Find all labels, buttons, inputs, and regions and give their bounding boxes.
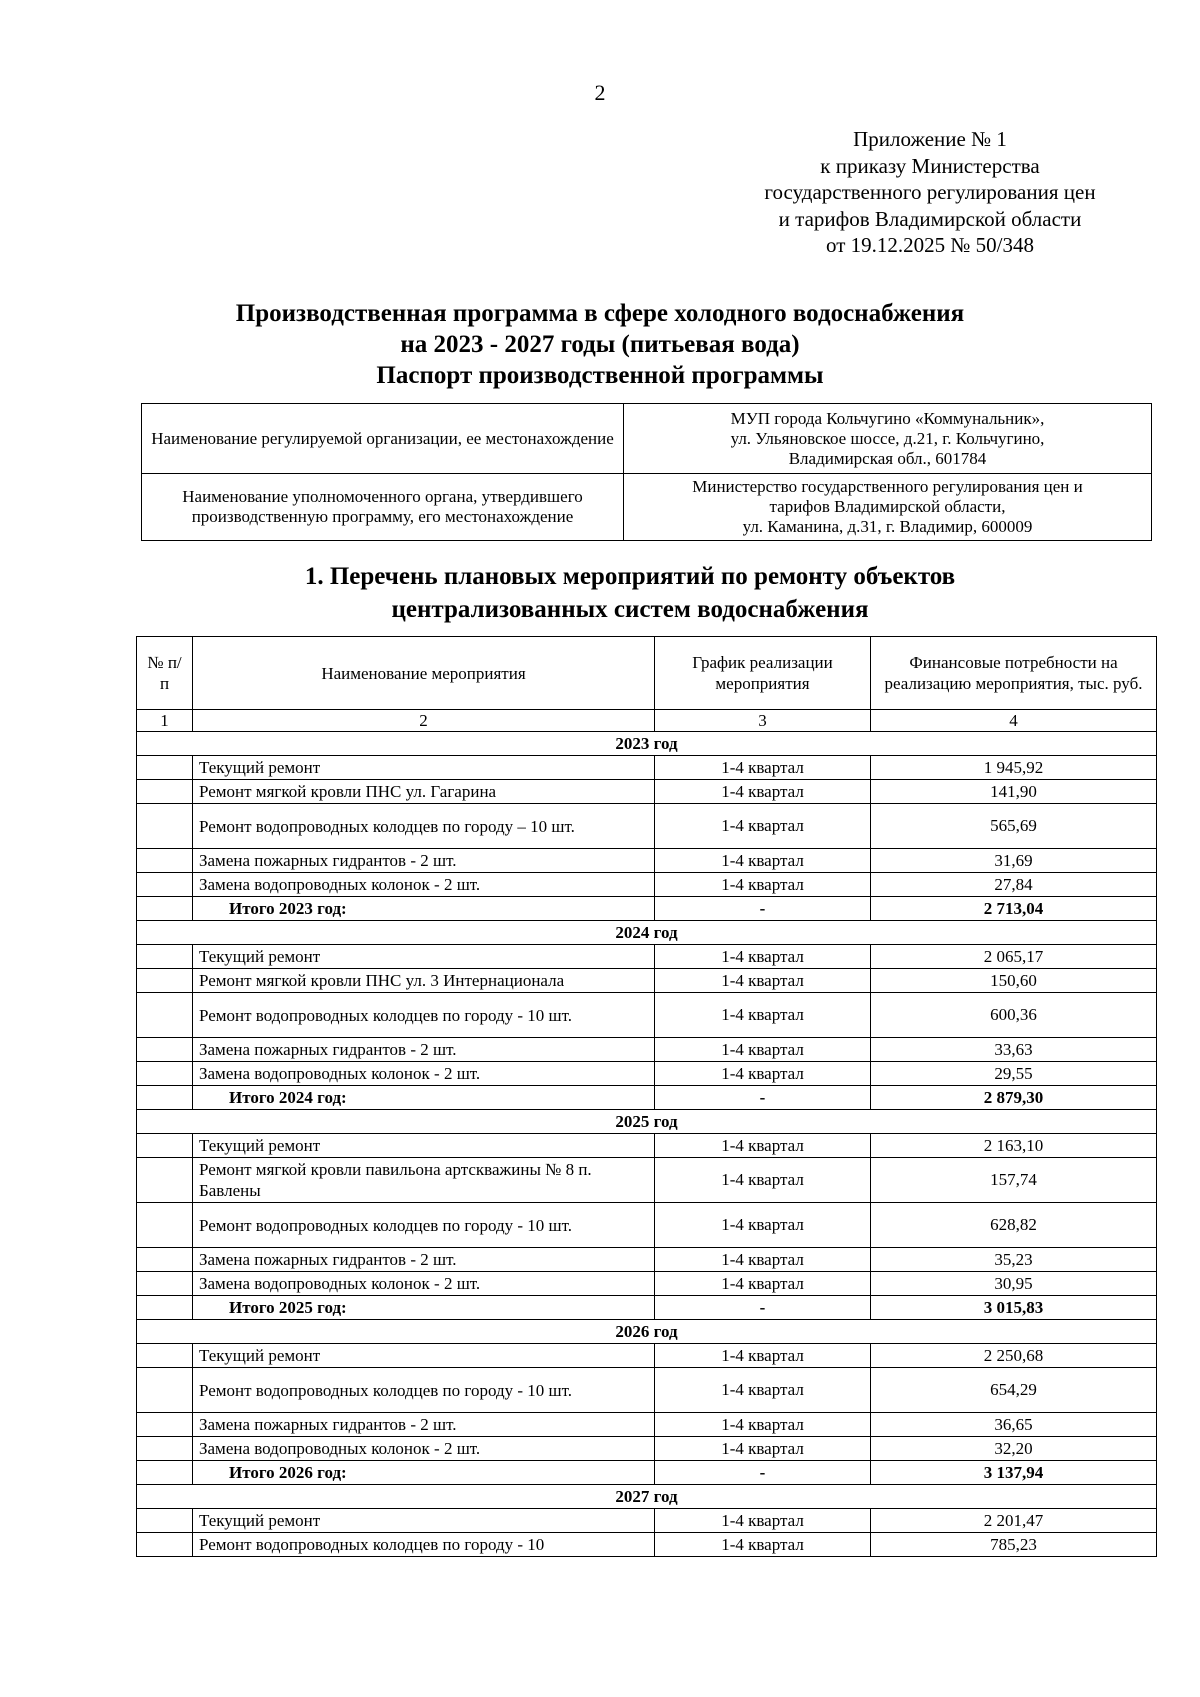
row-value: 27,84 <box>871 873 1157 897</box>
passport-value-line: МУП города Кольчугино «Коммунальник», <box>730 408 1045 428</box>
table-row <box>137 756 1157 780</box>
row-num <box>137 1509 193 1533</box>
row-value: 32,20 <box>871 1437 1157 1461</box>
section-title-line: 1. Перечень плановых мероприятий по ремонту объектов <box>304 563 956 590</box>
row-schedule: 1-4 квартал <box>655 1533 871 1557</box>
year-header-row <box>137 1320 1157 1344</box>
passport-value-line: ул. Ульяновское шоссе, д.21, г. Кольчугино, <box>730 428 1045 448</box>
passport-value <box>624 404 1152 474</box>
passport-row-organization <box>142 404 1152 474</box>
row-name: Текущий ремонт <box>193 1134 655 1158</box>
table-row <box>137 1368 1157 1413</box>
row-name: Текущий ремонт <box>193 756 655 780</box>
row-value: 565,69 <box>871 804 1157 849</box>
table-row <box>137 969 1157 993</box>
passport-row-authority <box>142 474 1152 541</box>
column-index: 1 <box>137 710 193 732</box>
header-schedule: График реализации мероприятия <box>655 637 871 710</box>
annex-block <box>730 126 1130 259</box>
year-label: 2027 год <box>137 1485 1157 1509</box>
row-schedule: 1-4 квартал <box>655 873 871 897</box>
title-line-1: Производственная программа в сфере холодного водоснабжения <box>235 300 965 327</box>
passport-value-line: тарифов Владимирской области, <box>769 497 1006 516</box>
header-num: № п/п <box>137 637 193 710</box>
row-value: 654,29 <box>871 1368 1157 1413</box>
row-name: Ремонт водопроводных колодцев по городу - 10 <box>193 1533 655 1557</box>
row-num <box>137 945 193 969</box>
document-title <box>150 298 1050 391</box>
row-name: Ремонт мягкой кровли ПНС ул. Гагарина <box>193 780 655 804</box>
year-label: 2023 год <box>137 732 1157 756</box>
row-schedule: 1-4 квартал <box>655 849 871 873</box>
year-header-row <box>137 1485 1157 1509</box>
row-num <box>137 897 193 921</box>
row-num <box>137 1413 193 1437</box>
table-row <box>137 873 1157 897</box>
row-num <box>137 849 193 873</box>
year-total-row <box>137 1461 1157 1485</box>
title-line-3: Паспорт производственной программы <box>376 362 824 389</box>
row-num <box>137 1344 193 1368</box>
row-schedule: 1-4 квартал <box>655 1158 871 1203</box>
year-header-row <box>137 921 1157 945</box>
total-schedule: - <box>655 1296 871 1320</box>
section-1-title <box>200 560 1060 626</box>
total-label: Итого 2024 год: <box>193 1086 655 1110</box>
row-schedule: 1-4 квартал <box>655 780 871 804</box>
year-header-row <box>137 1110 1157 1134</box>
total-value: 2 879,30 <box>871 1086 1157 1110</box>
row-value: 33,63 <box>871 1038 1157 1062</box>
row-name: Ремонт мягкой кровли павильона артскважины № 8 п. Бавлены <box>193 1158 655 1203</box>
passport-value-line: ул. Каманина, д.31, г. Владимир, 600009 <box>742 517 1033 536</box>
row-num <box>137 1437 193 1461</box>
table-row <box>137 1134 1157 1158</box>
row-value: 785,23 <box>871 1533 1157 1557</box>
row-num <box>137 873 193 897</box>
row-value: 2 250,68 <box>871 1344 1157 1368</box>
passport-value-line: Министерство государственного регулирования цен и <box>692 477 1083 496</box>
row-value: 31,69 <box>871 849 1157 873</box>
table-row <box>137 993 1157 1038</box>
passport-value-line: Владимирская обл., 601784 <box>788 448 987 468</box>
column-index: 2 <box>193 710 655 732</box>
row-value: 150,60 <box>871 969 1157 993</box>
row-schedule: 1-4 квартал <box>655 1248 871 1272</box>
column-index-row <box>137 710 1157 732</box>
row-value: 141,90 <box>871 780 1157 804</box>
passport-value <box>624 474 1152 541</box>
row-name: Ремонт водопроводных колодцев по городу - 10 шт. <box>193 993 655 1038</box>
row-schedule: 1-4 квартал <box>655 1062 871 1086</box>
row-name: Ремонт водопроводных колодцев по городу - 10 шт. <box>193 1203 655 1248</box>
row-value: 1 945,92 <box>871 756 1157 780</box>
year-label: 2026 год <box>137 1320 1157 1344</box>
row-name: Текущий ремонт <box>193 1344 655 1368</box>
row-num <box>137 1062 193 1086</box>
row-value: 2 065,17 <box>871 945 1157 969</box>
row-value: 30,95 <box>871 1272 1157 1296</box>
total-value: 3 137,94 <box>871 1461 1157 1485</box>
column-index: 4 <box>871 710 1157 732</box>
row-num <box>137 1134 193 1158</box>
row-num <box>137 1296 193 1320</box>
row-schedule: 1-4 квартал <box>655 1437 871 1461</box>
annex-line: государственного регулирования цен <box>764 180 1096 204</box>
row-num <box>137 1461 193 1485</box>
section-title-line: централизованных систем водоснабжения <box>391 596 869 623</box>
row-num <box>137 1272 193 1296</box>
row-num <box>137 1248 193 1272</box>
table-row <box>137 945 1157 969</box>
row-schedule: 1-4 квартал <box>655 1038 871 1062</box>
table-row <box>137 1533 1157 1557</box>
table-row <box>137 1158 1157 1203</box>
passport-label: Наименование регулируемой организации, ее местонахождение <box>142 404 624 474</box>
row-schedule: 1-4 квартал <box>655 756 871 780</box>
row-schedule: 1-4 квартал <box>655 1344 871 1368</box>
table-row <box>137 1062 1157 1086</box>
row-name: Замена пожарных гидрантов - 2 шт. <box>193 849 655 873</box>
row-name: Ремонт мягкой кровли ПНС ул. 3 Интернационала <box>193 969 655 993</box>
row-num <box>137 1158 193 1203</box>
row-num <box>137 1533 193 1557</box>
row-value: 29,55 <box>871 1062 1157 1086</box>
row-name: Замена пожарных гидрантов - 2 шт. <box>193 1248 655 1272</box>
row-value: 157,74 <box>871 1158 1157 1203</box>
total-schedule: - <box>655 1086 871 1110</box>
year-total-row <box>137 1296 1157 1320</box>
row-schedule: 1-4 квартал <box>655 1134 871 1158</box>
year-total-row <box>137 897 1157 921</box>
row-value: 600,36 <box>871 993 1157 1038</box>
row-num <box>137 780 193 804</box>
row-name: Текущий ремонт <box>193 1509 655 1533</box>
row-num <box>137 756 193 780</box>
table-row <box>137 1203 1157 1248</box>
row-value: 35,23 <box>871 1248 1157 1272</box>
row-name: Замена водопроводных колонок - 2 шт. <box>193 873 655 897</box>
row-value: 2 201,47 <box>871 1509 1157 1533</box>
total-label: Итого 2025 год: <box>193 1296 655 1320</box>
table-row <box>137 804 1157 849</box>
table-row <box>137 1248 1157 1272</box>
row-value: 36,65 <box>871 1413 1157 1437</box>
row-num <box>137 969 193 993</box>
row-schedule: 1-4 квартал <box>655 1368 871 1413</box>
row-num <box>137 1368 193 1413</box>
row-name: Замена пожарных гидрантов - 2 шт. <box>193 1038 655 1062</box>
row-name: Замена водопроводных колонок - 2 шт. <box>193 1062 655 1086</box>
row-schedule: 1-4 квартал <box>655 969 871 993</box>
table-row <box>137 1344 1157 1368</box>
row-schedule: 1-4 квартал <box>655 993 871 1038</box>
row-schedule: 1-4 квартал <box>655 1509 871 1533</box>
table-row <box>137 1437 1157 1461</box>
table-row <box>137 1413 1157 1437</box>
table-row <box>137 780 1157 804</box>
total-label: Итого 2023 год: <box>193 897 655 921</box>
year-label: 2025 год <box>137 1110 1157 1134</box>
table-row <box>137 1272 1157 1296</box>
annex-line: от 19.12.2025 № 50/348 <box>825 233 1035 257</box>
row-schedule: 1-4 квартал <box>655 1203 871 1248</box>
header-finance: Финансовые потребности на реализацию мероприятия, тыс. руб. <box>871 637 1157 710</box>
passport-table <box>141 403 1152 541</box>
row-schedule: 1-4 квартал <box>655 804 871 849</box>
year-label: 2024 год <box>137 921 1157 945</box>
row-value: 628,82 <box>871 1203 1157 1248</box>
row-num <box>137 1203 193 1248</box>
row-name: Замена пожарных гидрантов - 2 шт. <box>193 1413 655 1437</box>
total-label: Итого 2026 год: <box>193 1461 655 1485</box>
column-index: 3 <box>655 710 871 732</box>
table-row <box>137 1509 1157 1533</box>
passport-label: Наименование уполномоченного органа, утвердившего производственную программу, его местонахождение <box>142 474 624 541</box>
row-schedule: 1-4 квартал <box>655 945 871 969</box>
total-value: 2 713,04 <box>871 897 1157 921</box>
row-name: Текущий ремонт <box>193 945 655 969</box>
row-schedule: 1-4 квартал <box>655 1272 871 1296</box>
table-row <box>137 849 1157 873</box>
year-total-row <box>137 1086 1157 1110</box>
row-name: Ремонт водопроводных колодцев по городу - 10 шт. <box>193 1368 655 1413</box>
row-value: 2 163,10 <box>871 1134 1157 1158</box>
annex-line: Приложение № 1 <box>853 127 1007 151</box>
works-table <box>136 636 1157 1557</box>
row-num <box>137 1086 193 1110</box>
annex-line: и тарифов Владимирской области <box>778 206 1082 231</box>
table-header-row <box>137 637 1157 710</box>
table-row <box>137 1038 1157 1062</box>
total-schedule: - <box>655 1461 871 1485</box>
page-number: 2 <box>594 80 606 105</box>
year-header-row <box>137 732 1157 756</box>
total-value: 3 015,83 <box>871 1296 1157 1320</box>
row-schedule: 1-4 квартал <box>655 1413 871 1437</box>
title-line-2: на 2023 - 2027 годы (питьевая вода) <box>400 331 800 358</box>
row-num <box>137 1038 193 1062</box>
row-num <box>137 804 193 849</box>
row-name: Ремонт водопроводных колодцев по городу – 10 шт. <box>193 804 655 849</box>
row-name: Замена водопроводных колонок - 2 шт. <box>193 1437 655 1461</box>
row-name: Замена водопроводных колонок - 2 шт. <box>193 1272 655 1296</box>
header-name: Наименование мероприятия <box>193 637 655 710</box>
annex-line: к приказу Министерства <box>820 153 1040 178</box>
total-schedule: - <box>655 897 871 921</box>
row-num <box>137 993 193 1038</box>
